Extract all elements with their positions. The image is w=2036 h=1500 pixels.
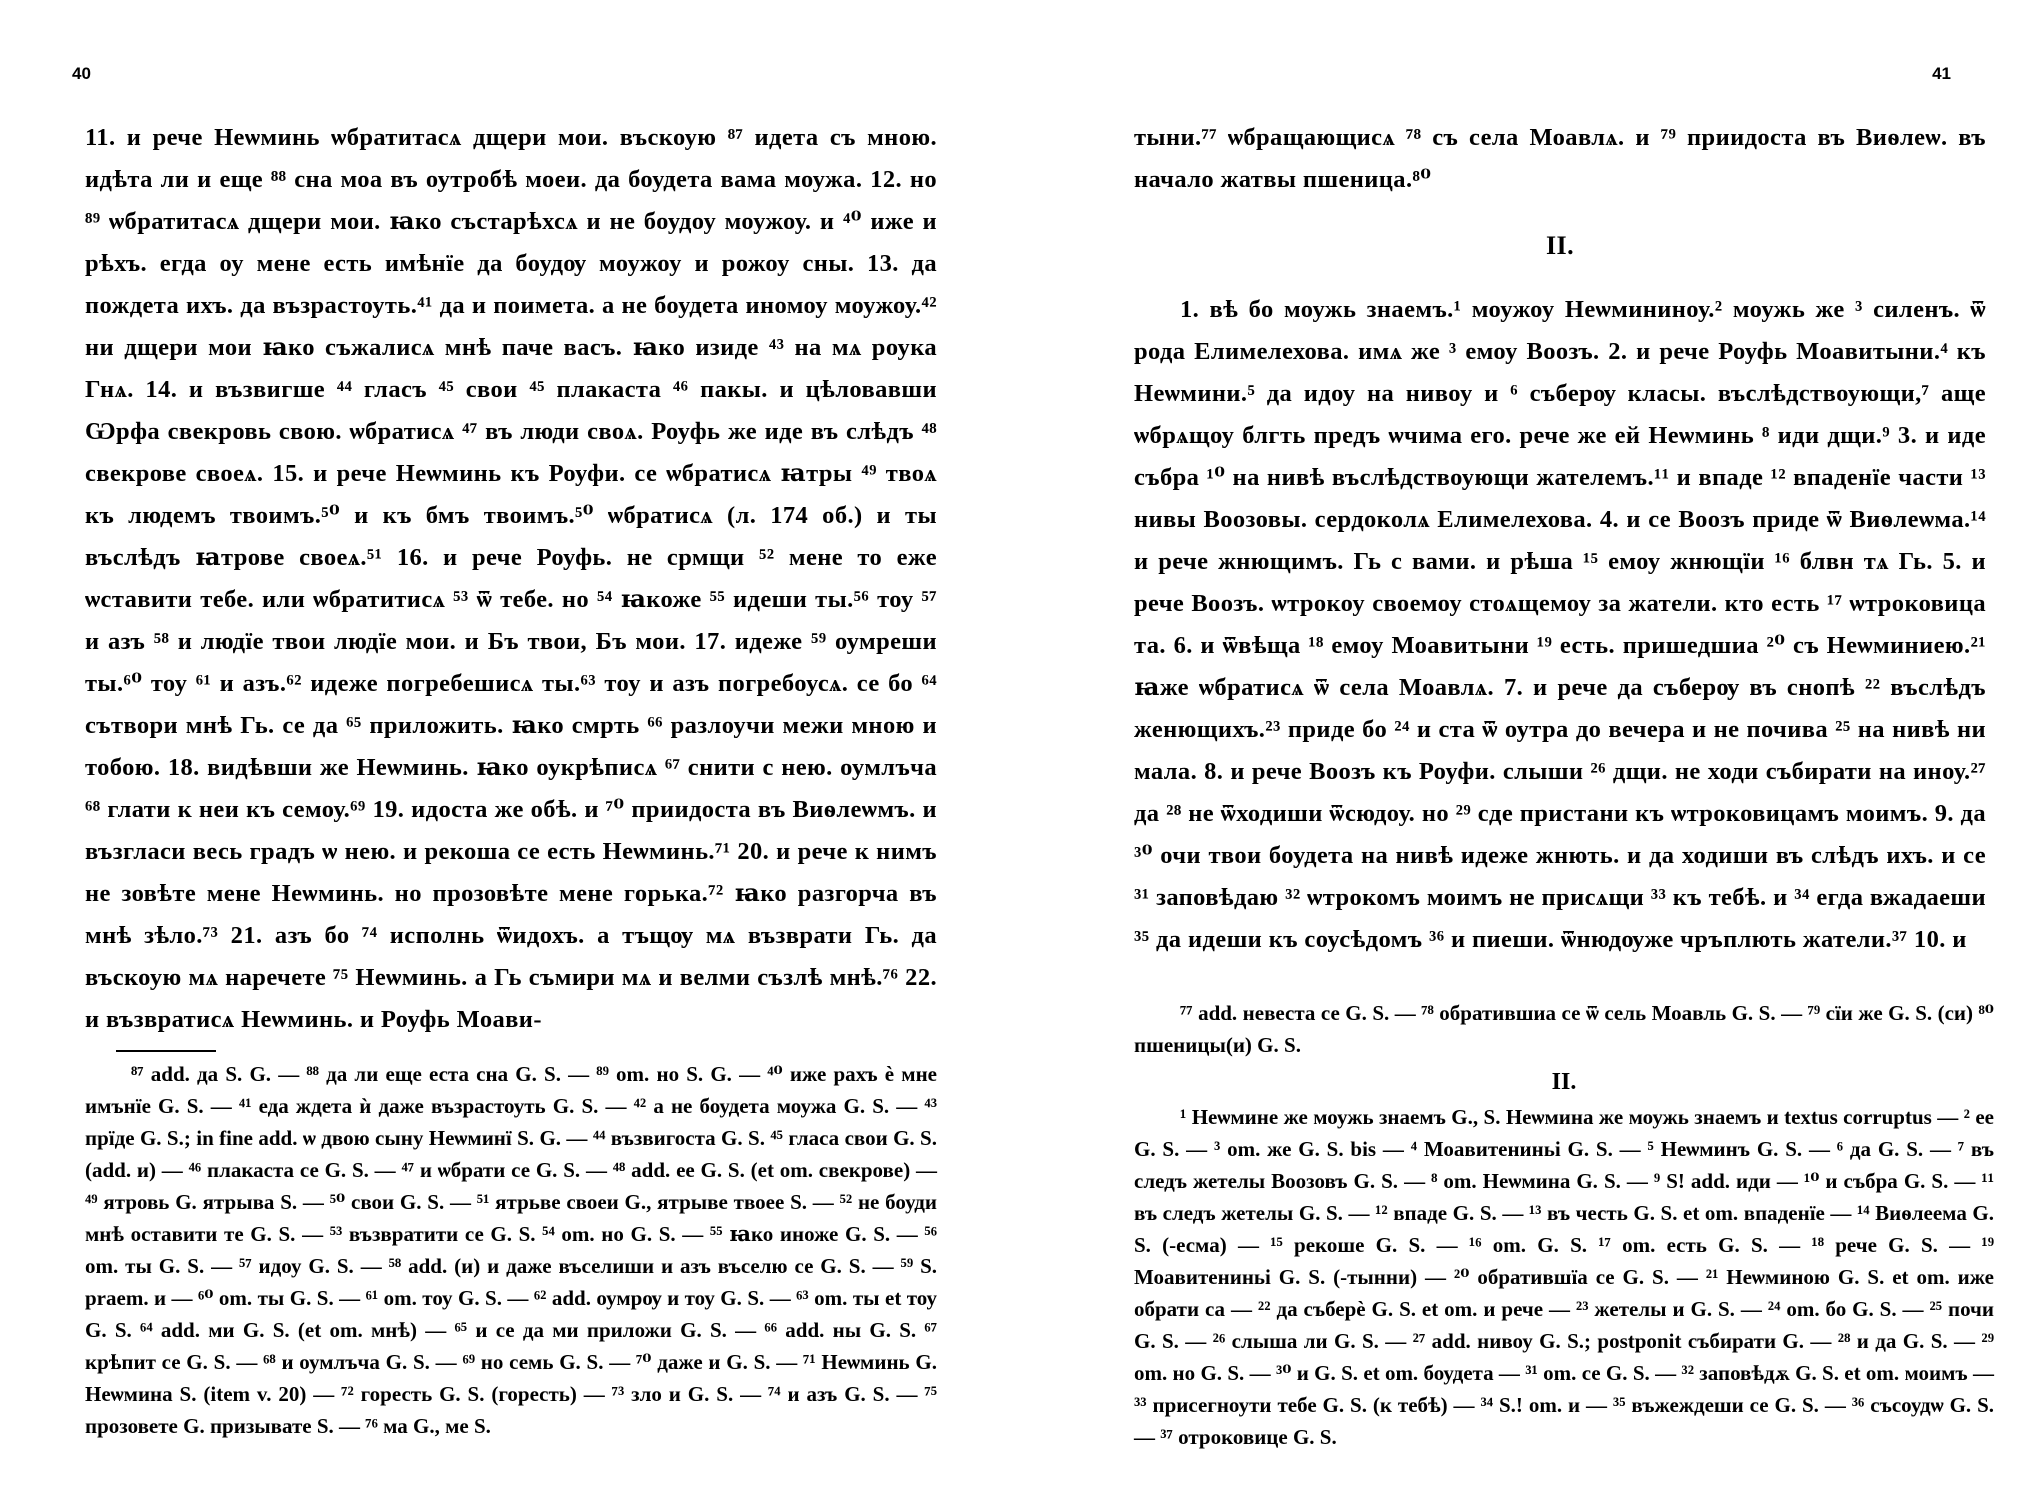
right-main-paragraph: 1. вѣ бо моужь знаемъ.¹ моужоу Неѡмининоу.² моужь же ³ силенъ. ѿ рода Елимелехова. имѧ же ³ емоу Воозъ. 2. и рече Роуфь Моавитыни.⁴ къ Неѡмини.⁵ да идоу на нивоу и ⁶ съберѹ класы. въслѣдствоующи,⁷ аще ѡбрѧщоу блгть предъ ѡчима его. рече же ей Неѡминь ⁸ иди дщи.⁹ 3. и иде събра ¹⁰ на нивѣ въслѣдствоующи жателемъ.¹¹ и впаде ¹² впаденїе части ¹³ нивы Воозовы. сердоколѧ Елимелехова. 4. и се Воозъ приде ѿ Виѳлеѡма.¹⁴ и рече жнющимъ. Гь с вами. и рѣша ¹⁵ емоу жнющїи ¹⁶ блвн тѧ Гь. 5. и рече Воозъ. ѡтрокоу своемоу стоѧщемоу за жатели. кто есть ¹⁷ ѡтроковица та. 6. и ѿвѣща ¹⁸ емоу Моавитыни ¹⁹ есть. пришедшиа ²⁰ съ Неѡминиею.²¹ ꙗже ѡбратисѧ ѿ села Моавлѧ. 7. и рече да съберѹ въ снопѣ ²² въслѣдъ женющихъ.²³ приде бо ²⁴ и ста ѿ оутра до вечера и не почива ²⁵ на нивѣ ни мала. 8. и рече Воозъ къ Роуфи. слыши ²⁶ дщи. не ходи събирати на иноу.²⁷ да ²⁸ не ѿходиши ѿсюдоу. но ²⁹ сде пристани къ ѡтроковицамъ моимъ. 9. да ³⁰ очи твои боудета на нивѣ идеже жнють. и да ходиши въ слѣдъ ихъ. и се ³¹ заповѣдаю ³² ѡтрокомъ моимъ не присѧщи ³³ къ тебѣ. и ³⁴ егда вжадаеши ³⁵ да идеши къ соусѣдомъ ³⁶ и пиеши. ѿнюдѹже чръплють жатели.³⁷ 10. и xyxy=(1134,296,1986,953)
page-number-right: 41 xyxy=(1932,64,1951,83)
footnotes-chapter-heading: II. xyxy=(1551,1069,1577,1095)
right-main-text xyxy=(1134,117,1986,961)
right-footnotes-intro: ⁷⁷ add. невеста се G. S. — ⁷⁸ обратившиа се ѿ сель Моавль G. S. — ⁷⁹ сїи же G. S. (си) ⁸⁰ пшеницы(и) G. S. xyxy=(1134,1001,1994,1057)
left-footnotes xyxy=(85,1058,937,1442)
footnote-separator xyxy=(116,1050,216,1052)
right-page xyxy=(1018,0,2036,1500)
chapter-heading: II. xyxy=(1546,231,1574,260)
page-number-left: 40 xyxy=(72,64,91,83)
right-footnotes xyxy=(1134,997,1994,1453)
right-footnotes-text: ¹ Неѡмине же моужь знаемъ G., S. Неѡмина же моужь знаемъ и textus corruptus — ² ее G. S. — ³ om. же G. S. bis — ⁴ Моавитениньі G. S. — ⁵ Неѡминъ G. S. — ⁶ да G. S. — ⁷ въ следъ жетелы Воозовъ G. S. — ⁸ om. Неѡмина G. S. — ⁹ S! add. иди — ¹⁰ и събра G. S. — ¹¹ въ следъ жетелы G. S. — ¹² впаде G. S. — ¹³ въ честь G. S. et om. впаденїе — ¹⁴ Виѳлеема G. S. (-есма) — ¹⁵ рекоше G. S. — ¹⁶ om. G. S. ¹⁷ om. есть G. S. — ¹⁸ рече G. S. — ¹⁹ Моавитениньі G. S. (-тынни) — ²⁰ обратившїа се G. S. — ²¹ Неѡминою G. S. et om. иже обрати са — ²² да съберѐ G. S. et om. и рече — ²³ жетелы и G. S. — ²⁴ om. бо G. S. — ²⁵ почи G. S. — ²⁶ слыша ли G. S. — ²⁷ add. нивоу G. S.; postponit събирати G. — ²⁸ и да G. S. — ²⁹ om. но G. S. — ³⁰ и G. S. et om. боудета — ³¹ om. се G. S. — ³² заповѣдѫ G. S. et om. моимъ — ³³ присегноути тебе G. S. (к тебѣ) — ³⁴ S.! om. и — ³⁵ въжеждеши се G. S. — ³⁶ съсоудѡ G. S. — ³⁷ отроковице G. S. xyxy=(1134,1105,1994,1449)
left-main-paragraph: 11. и рече Неѡминь ѡбратитасѧ дщери мои. въскоую ⁸⁷ идета съ мною. идѣта ли и еще ⁸⁸ сна моа въ оутробѣ моеи. да боудета вама моужа. 12. но ⁸⁹ ѡбратитасѧ дщери мои. ꙗко състарѣхсѧ и не боудоу моужоу. и ⁴⁰ иже и рѣхъ. егда оу мене есть имѣнїе да боудѹ моужоу и рожоу сны. 13. да пождета ихъ. да възрастоуть.⁴¹ да и поимета. а не боудета иномоу моужоу.⁴² ни дщери мои ꙗко съжалисѧ мнѣ паче васъ. ꙗко изиде ⁴³ на мѧ роука Гнѧ. 14. и възвигше ⁴⁴ гласъ ⁴⁵ свои ⁴⁵ плакаста ⁴⁶ пакы. и цѣловавши Ѡрфа свекровь свою. ѡбратисѧ ⁴⁷ въ люди своѧ. Роуфь же иде въ слѣдъ ⁴⁸ свекрове своеѧ. 15. и рече Неѡминь къ Роуфи. се ѡбратисѧ ꙗтры ⁴⁹ твоѧ къ людемъ твоимъ.⁵⁰ и къ бмъ твоимъ.⁵⁰ ѡбратисѧ (л. 174 об.) и ты въслѣдъ ꙗтрове своеѧ.⁵¹ 16. и рече Роуфь. не срмщи ⁵² мене то еже ѡставити тебе. или ѡбратитисѧ ⁵³ ѿ тебе. но ⁵⁴ ꙗкоже ⁵⁵ идеши ты.⁵⁶ тоу ⁵⁷ и азъ ⁵⁸ и людїе твои людїе мои. и Бъ твои, Бъ мои. 17. идеже ⁵⁹ оумреши ты.⁶⁰ тоу ⁶¹ и азъ.⁶² идеже погребешисѧ ты.⁶³ тоу и азъ погребоусѧ. се бо ⁶⁴ сътвори мнѣ Гь. се да ⁶⁵ приложить. ꙗко смрть ⁶⁶ разлоучи межи мною и тобою. 18. видѣвши же Неѡминь. ꙗко оукрѣписѧ ⁶⁷ снити с нею. оумлъча ⁶⁸ глати к неи къ семоу.⁶⁹ 19. идоста же обѣ. и ⁷⁰ приидоста въ Виѳлеѡмъ. и възгласи весь градъ ѡ нею. и рекоша се есть Неѡминь.⁷¹ 20. и рече к нимъ не зовѣте мене Неѡминь. но прозовѣте мене горька.⁷² ꙗко разгорча въ мнѣ зѣло.⁷³ 21. азъ бо ⁷⁴ исполнь ѿидохъ. а тъщѹ мѧ възврати Гь. да въскоую мѧ наречете ⁷⁵ Неѡминь. а Гь съмири мѧ и велми съзлѣ мнѣ.⁷⁶ 22. и възвратисѧ Неѡминь. и Роуфь Моави- xyxy=(85,124,937,1033)
left-main-text xyxy=(85,117,937,1041)
left-footnotes-text: ⁸⁷ add. да S. G. — ⁸⁸ да ли еще еста сна G. S. — ⁸⁹ om. но S. G. — ⁴⁰ иже рахъ ѐ мне имънїе G. S. — ⁴¹ еда ждета ѝ даже възрастоуть G. S. — ⁴² а не боудета моужа G. S. — ⁴³ прїде G. S.; in fine add. ѡ двою сыну Неѡминї S. G. — ⁴⁴ възвигоста G. S. ⁴⁵ гласа свои G. S. (add. и) — ⁴⁶ плакаста се G. S. — ⁴⁷ и ѡбрати се G. S. — ⁴⁸ add. ее G. S. (et om. свекрове) — ⁴⁹ ятровь G. ятрыва S. — ⁵⁰ свои G. S. — ⁵¹ ятрьве своеи G., ятрыве твоее S. — ⁵² не боуди мнѣ оставити те G. S. — ⁵³ възвратити се G. S. ⁵⁴ om. но G. S. — ⁵⁵ ꙗко иноже G. S. — ⁵⁶ om. ты G. S. — ⁵⁷ идоу G. S. — ⁵⁸ add. (и) и даже въселиши и азъ въселю се G. S. — ⁵⁹ S. praem. и — ⁶⁰ om. ты G. S. — ⁶¹ om. тоу G. S. — ⁶² add. оумрѹ и тоу G. S. — ⁶³ om. ты et тоу G. S. ⁶⁴ add. ми G. S. (et om. мнѣ) — ⁶⁵ и се да ми приложи G. S. — ⁶⁶ add. ны G. S. ⁶⁷ крѣпит се G. S. — ⁶⁸ и оумлъча G. S. — ⁶⁹ но семь G. S. — ⁷⁰ даже и G. S. — ⁷¹ Неѡминь G. Неѡмина S. (item v. 20) — ⁷² горесть G. S. (гоpесть) — ⁷³ зло и G. S. — ⁷⁴ и азъ G. S. — ⁷⁵ прозовете G. призывате S. — ⁷⁶ ма G., ме S. xyxy=(85,1062,937,1438)
right-intro-paragraph: тыни.⁷⁷ ѡбращающисѧ ⁷⁸ съ села Моавлѧ. и ⁷⁹ приидоста въ Виѳлеѡ. въ начало жатвы пшеница.⁸⁰ xyxy=(1134,124,1986,193)
